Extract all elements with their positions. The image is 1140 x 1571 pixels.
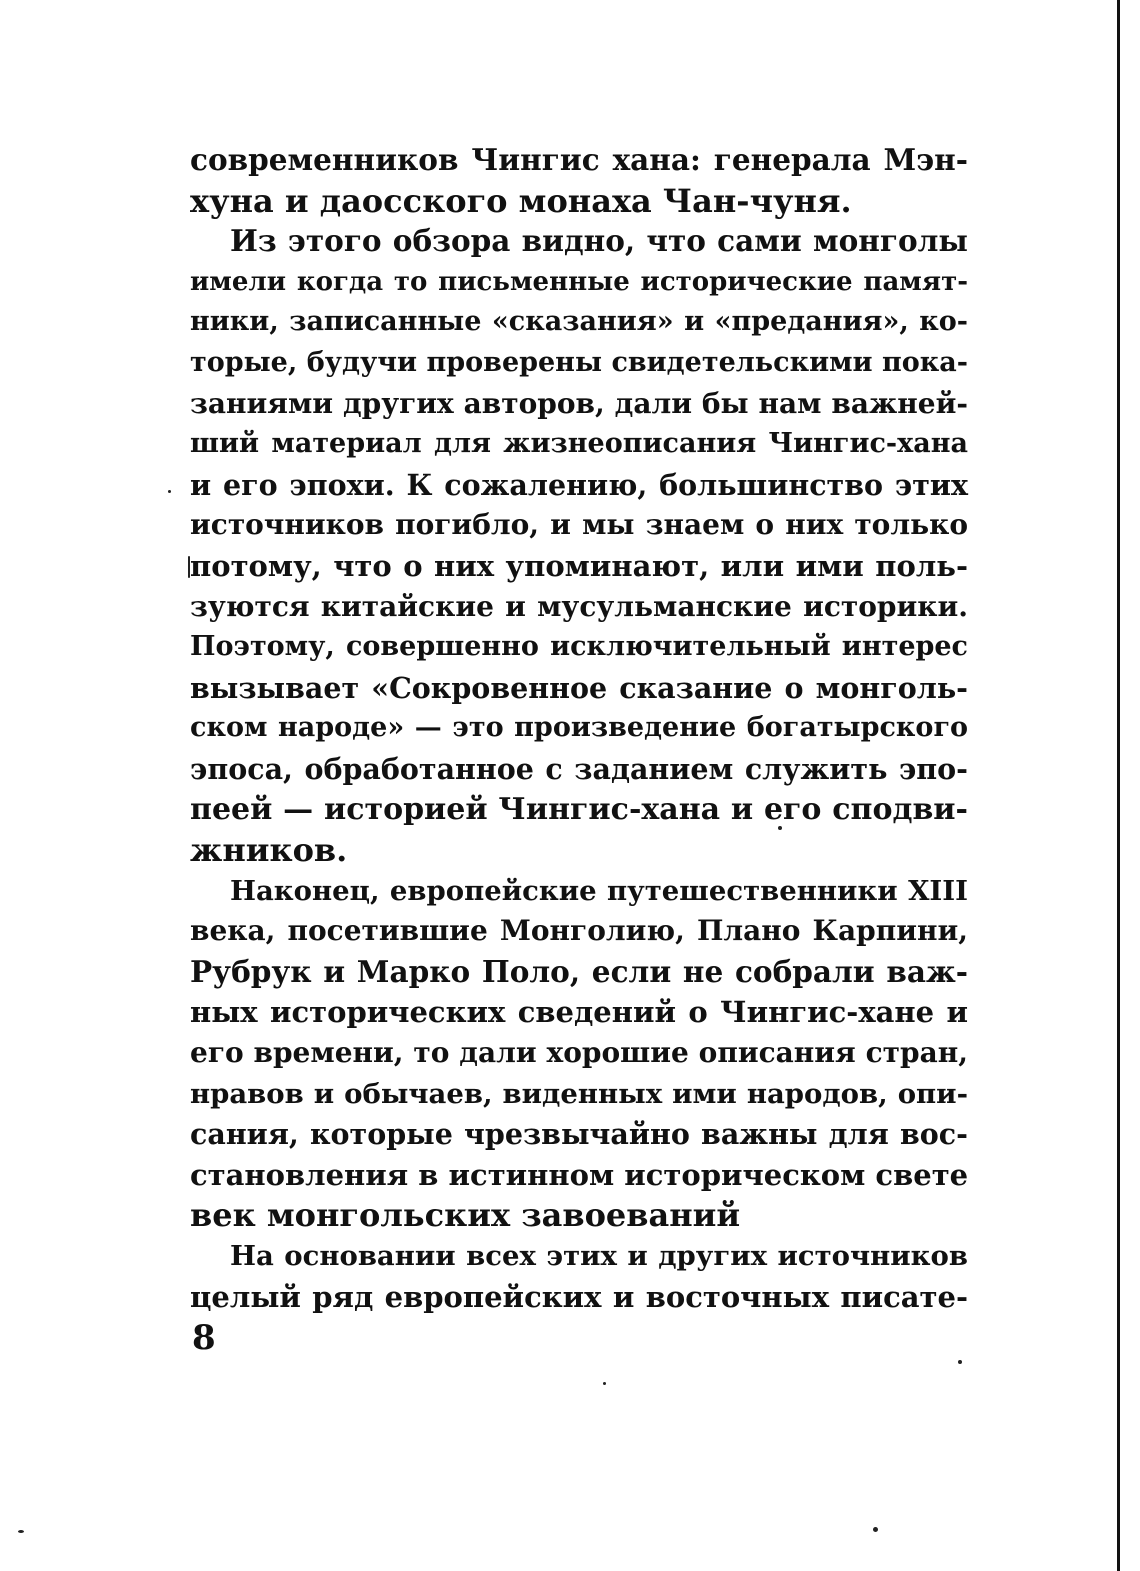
text-line: и его эпохи. К сожалению, большинство этих xyxy=(190,467,968,502)
text-line: Из этого обзора видно, что сами монголы xyxy=(230,223,968,259)
text-line: потому, что о них упоминают, или ими поль- xyxy=(190,548,968,583)
text-line: имели когда то письменные исторические памят- xyxy=(190,266,968,297)
text-line: вызывает «Сокровенное сказание о монголь- xyxy=(190,670,968,705)
text-line: заниями других авторов, дали бы нам важней- xyxy=(190,386,968,420)
text-line: жников. xyxy=(190,831,348,870)
text-line: источников погибло, и мы знаем о них только xyxy=(190,508,968,542)
text-line: ники, записанные «сказания» и «предания», ко- xyxy=(190,306,968,338)
text-line: сания, которые чрезвычайно важны для вос- xyxy=(190,1117,968,1152)
body-text xyxy=(190,140,968,1317)
text-line: ных исторических сведений о Чингис-хане и xyxy=(190,995,968,1030)
text-line: хуна и даосского монаха Чан-чуня. xyxy=(190,181,852,220)
text-line: современников Чингис хана: генерала Мэн- xyxy=(190,142,968,177)
print-speck xyxy=(18,1530,24,1533)
text-line: торые, будучи проверены свидетельскими пока- xyxy=(190,346,968,378)
page-edge-border xyxy=(1117,0,1120,1571)
print-speck xyxy=(873,1527,878,1532)
text-line: целый ряд европейских и восточных писате- xyxy=(190,1279,968,1314)
print-speck xyxy=(778,826,782,830)
text-line: Наконец, европейские путешественники XIII xyxy=(230,874,968,907)
text-line: Поэтому, совершенно исключительный интерес xyxy=(190,631,968,663)
text-line: На основании всех этих и других источников xyxy=(230,1240,968,1273)
print-speck xyxy=(188,556,190,578)
text-line: эпоса, обработанное с заданием служить эпо- xyxy=(190,751,968,786)
text-line: зуются китайские и мусульманские историки. xyxy=(190,589,968,623)
text-line: его времени, то дали хорошие описания стран, xyxy=(190,1036,968,1070)
print-speck xyxy=(958,1360,962,1364)
text-line: века, посетившие Монголию, Плано Карпини, xyxy=(190,914,968,948)
text-line: ском народе» — это произведение богатырского xyxy=(190,712,968,744)
text-line: становления в истинном историческом свете xyxy=(190,1157,969,1192)
text-line: Рубрук и Марко Поло, если не собрали важ- xyxy=(190,953,968,989)
print-speck xyxy=(168,490,171,493)
text-line: век монгольских завоеваний xyxy=(190,1196,741,1235)
text-line: ший материал для жизнеописания Чингис-хана xyxy=(190,428,968,460)
text-line: нравов и обычаев, виденных ими народов, опи- xyxy=(190,1077,968,1110)
text-line: пеей — историей Чингис-хана и его сподви- xyxy=(190,791,968,827)
print-speck xyxy=(603,1382,606,1385)
page-number: 8 xyxy=(192,1318,216,1358)
